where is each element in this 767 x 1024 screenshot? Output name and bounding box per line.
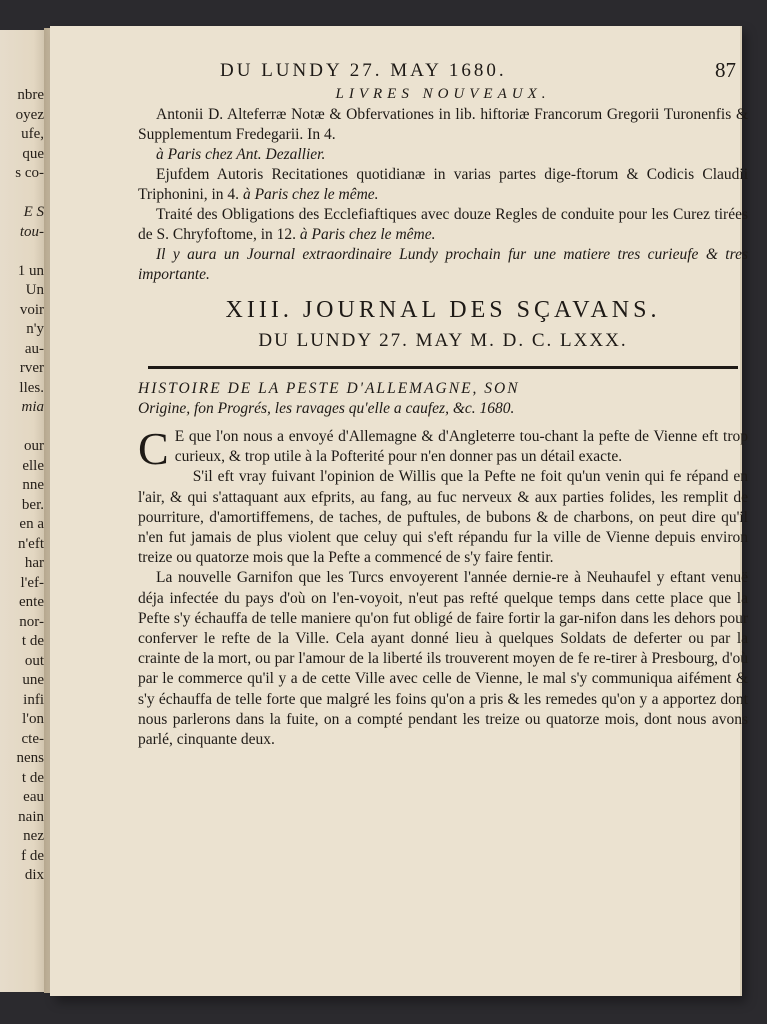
left-page-fragment: nez: [23, 828, 44, 844]
left-page-fragment: lles.: [19, 379, 44, 396]
journal-title: XIII. JOURNAL DES SÇAVANS.: [225, 297, 661, 323]
left-page-fragment: out: [24, 652, 44, 669]
extraordinary-journal-notice: Il y aura un Journal extraordinaire Lundy prochain fur une matiere tres curieufe & tres importante.: [138, 246, 748, 283]
left-page-fragment: elle: [22, 457, 44, 474]
left-page-fragment: nor-: [19, 613, 44, 630]
left-page-fragment: nbre: [17, 87, 44, 103]
page-number: 87: [715, 58, 736, 82]
left-page-fragment: our: [24, 438, 44, 454]
article-paragraph-text: E que l'on nous a envoyé d'Allemagne & d'Angleterre tou-chant la pefte de Vienne eft trop curieux, & trop utile à la Pofterité pour n'en donner pas un détail exacte.: [174, 428, 748, 466]
left-page-fragment: au-: [24, 340, 44, 357]
left-page-fragment: nne: [22, 477, 44, 493]
article-body: [138, 423, 748, 750]
left-page-fragment: [15, 418, 44, 438]
left-page-fragment: l'on: [22, 711, 44, 727]
left-page-fragment: s co-: [15, 165, 44, 181]
left-page-fragment: Un: [25, 282, 44, 298]
left-page-fragment: ufe,: [21, 126, 44, 142]
article-title-caps: HISTOIRE DE LA PESTE D'ALLEMAGNE, SON: [138, 380, 520, 397]
article-title-subtitle: Origine, fon Progrés, les ravages qu'elle a caufez, &c. 1680.: [138, 400, 515, 417]
left-page-fragment: 1 un: [17, 262, 44, 279]
book-entry: [138, 205, 748, 245]
book-entry-text: Traité des Obligations des Ecclefiaftiques avec douze Regles de conduite pour les Curez tirées de S. Chryfoftome, in 12.: [138, 206, 748, 243]
left-page-fragment: rver: [19, 360, 44, 376]
left-page-fragment: ber.: [21, 496, 44, 513]
left-page-fragment: t de: [21, 633, 44, 649]
left-page-fragment: eau: [23, 789, 44, 805]
book-entry-text: Ejufdem Autoris Recitationes quotidianæ in varias partes dige-ftorum & Codicis Claudii Triphonini, in 4.: [138, 166, 748, 203]
book-entry-publisher: à Paris chez le même.: [299, 226, 436, 243]
left-page-fragment: n'y: [26, 321, 44, 337]
left-page-fragment: infi: [23, 691, 44, 708]
book-entry: [138, 165, 748, 205]
article-paragraph: S'il eft vray fuivant l'opinion de Willis que la Pefte ne foit qu'un venin qui fe répand en l'air, & qui s'attaquant aux efprits, au fang, au fuc nerveux & aux parties folides, les remplit de pourriture, d'amortiffemens, de taches, de puftules, de bubons & de charbons, on peut dire qu'il n'en fut jamais de plus violent que celuy qui s'eft répandu fur la ville de Vienne depuis environ treize ou quatorze mois que la Pefte a commencé de s'y faire fentir.: [138, 468, 748, 567]
left-page-fragment: une: [22, 672, 44, 688]
left-page-fragment: nain: [18, 808, 44, 825]
left-page-fragment: mia: [21, 399, 44, 415]
left-facing-page: [0, 30, 48, 992]
left-page-fragment: l'ef-: [20, 574, 44, 591]
drop-cap: C: [138, 423, 169, 474]
title-rule: [148, 366, 738, 369]
left-page-fragment: dix: [24, 867, 44, 883]
left-page-fragment: ente: [19, 594, 44, 610]
book-entry-text: Antonii D. Alteferræ Notæ & Obfervationes in lib. hiftoriæ Francorum Gregorii Turonenfis & Supplementum Fredegarii. In 4.: [138, 106, 748, 143]
left-page-fragment: har: [24, 555, 44, 571]
article-title: [138, 379, 748, 419]
left-page-fragment: voir: [19, 301, 44, 318]
right-page: [50, 26, 748, 996]
book-entry-publisher: à Paris chez Ant. Dezallier.: [156, 146, 326, 163]
left-page-fragment: en a: [19, 516, 44, 532]
article-paragraph: La nouvelle Garnifon que les Turcs envoyerent l'année dernie-re à Neuhaufel y eftant venuë déja infectée du pays d'où on l'en-voyoit, n'eut pas refté quelque temps dans cette place que la Pefte s'y échauffa de telle maniere qu'on fut obligé de faire fortir la gar-nifon dans les dehors pour conferver le refte de la Ville. Cela ayant donné lieu à quelques Soldats de deferter ou par la crainte de la mort, ou par l'amour de la liberté ils trouverent moyen de fe re-tirer à Presbourg, d'où par le commerce qu'il y a de cette Ville avec celle de Vienne, le mal s'y communiqua aifément & s'y échauffa de telle forte que malgré les foins qu'on a pris & les remedes qu'on y a apportez dont nous parlerons dans la fuite, on a compté pendant les treize ou quatorze mois, dont nous avons parlé, cinquante deux.: [138, 569, 748, 749]
left-page-fragment: n'eft: [17, 535, 44, 552]
left-page-fragment: E S: [23, 204, 44, 220]
left-page-fragment: cte-: [21, 730, 44, 747]
livres-heading: LIVRES NOUVEAUX.: [335, 86, 551, 102]
page-content: [138, 56, 748, 750]
running-title: DU LUNDY 27. MAY 1680.: [220, 60, 507, 81]
article-paragraph: [138, 423, 748, 474]
book-entry: [138, 105, 748, 165]
left-page-fragment: [15, 184, 44, 204]
left-page-fragment: oyez: [15, 106, 44, 123]
left-page-fragment: tou-: [19, 223, 44, 240]
left-page-fragment: f de: [21, 847, 44, 864]
left-page-fragment: que: [22, 145, 44, 162]
left-page-fragment: nens: [16, 750, 44, 766]
book-entry-publisher: à Paris chez le même.: [242, 186, 379, 203]
journal-date: DU LUNDY 27. MAY M. D. C. LXXX.: [258, 330, 628, 351]
running-head: [138, 56, 748, 84]
left-page-text-fragments: [15, 86, 44, 886]
left-page-fragment: t de: [21, 769, 44, 786]
left-page-fragment: [15, 242, 44, 262]
